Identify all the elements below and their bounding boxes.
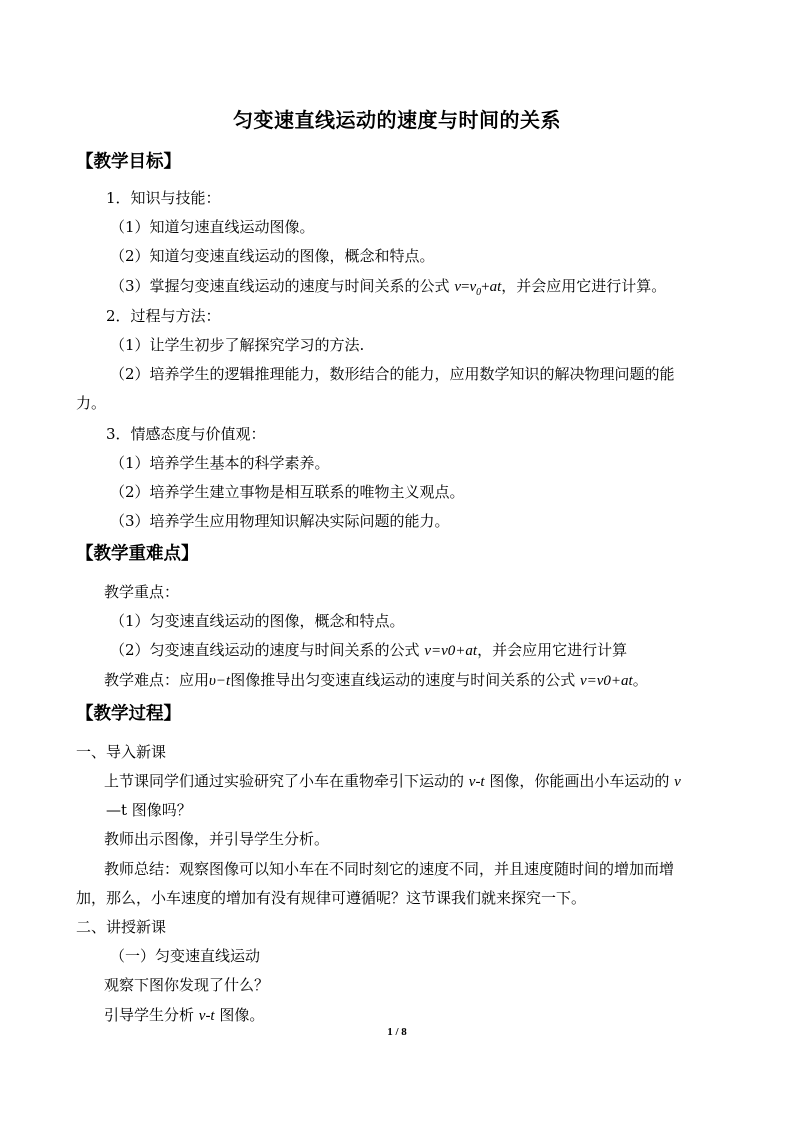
page-number: 1 / 8 [387, 1026, 407, 1038]
difficulty-line [104, 670, 648, 691]
process-new-c-end: 图像。 [214, 1006, 265, 1024]
process-intro-b: —t 图像吗？ [106, 801, 192, 819]
formula-v: v [454, 279, 461, 295]
formula-eq: = [461, 279, 470, 295]
process-intro-d1: 教师总结：观察图像可以知小车在不同时刻它的速度不同，并且速度随时间的增加而增 [104, 860, 675, 878]
formula-v0: v [469, 279, 477, 295]
focus-label: 教学重点： [104, 583, 180, 601]
process-intro-d2: 加，那么，小车速度的增加有没有规律可遵循呢？这节课我们就来探究一下。 [76, 889, 587, 907]
section-heading-keypoints: 【教学重难点】 [76, 544, 199, 564]
goal-process-1: （1）让学生初步了解探究学习的方法. [110, 336, 365, 354]
formula-at: at [489, 279, 502, 295]
focus-2-formula: v=v0+at [424, 643, 478, 659]
process-new-heading: 二、讲授新课 [76, 918, 167, 936]
difficulty-end: 。 [632, 671, 648, 689]
difficulty-symbol: υ−t [209, 673, 231, 689]
goal-process-2a: （2）培养学生的逻辑推理能力，数形结合的能力，应用数学知识的解决物理问题的能 [110, 365, 675, 383]
process-intro-a-mid: 图像，你能画出小车运动的 [484, 772, 675, 790]
difficulty-label: 教学难点：应用 [104, 671, 210, 689]
difficulty-formula: v=v0+at [579, 673, 633, 689]
formula-plus: + [481, 279, 490, 295]
section-heading-process: 【教学过程】 [76, 704, 181, 724]
goal-knowledge-heading: 1．知识与技能： [106, 189, 221, 207]
goal-attitude-2: （2）培养学生建立事物是相互联系的唯物主义观点。 [110, 483, 465, 501]
goal-process-heading: 2．过程与方法： [106, 307, 221, 325]
process-intro-heading: 一、导入新课 [76, 743, 167, 761]
process-new-b: 观察下图你发现了什么？ [104, 976, 270, 994]
goal-knowledge-3 [110, 276, 666, 303]
formula-sub0: 0 [476, 287, 482, 298]
process-intro-a-text: 上节课同学们通过实验研究了小车在重物牵引下运动的 [104, 772, 469, 790]
process-intro-c: 教师出示图像，并引导学生分析。 [104, 830, 330, 848]
page-title: 匀变速直线运动的速度与时间的关系 [233, 108, 561, 132]
goal-knowledge-2: （2）知道匀变速直线运动的图像，概念和特点。 [110, 247, 435, 265]
goal-process-2b: 力。 [76, 394, 107, 412]
process-intro-a [104, 771, 681, 792]
goal-attitude-heading: 3．情感态度与价值观： [106, 425, 266, 443]
goal-knowledge-3-end: ，并会应用它进行计算。 [501, 277, 667, 295]
process-new-c-text: 引导学生分析 [104, 1006, 199, 1024]
process-new-c [104, 1005, 264, 1026]
goal-attitude-1: （1）培养学生基本的科学素养。 [110, 454, 330, 472]
process-new-c-vt: v-t [198, 1008, 215, 1024]
process-new-a: （一）匀变速直线运动 [110, 947, 261, 965]
goal-knowledge-1: （1）知道匀速直线运动图像。 [110, 218, 315, 236]
section-heading-goals: 【教学目标】 [76, 152, 181, 172]
difficulty-text: 图像推导出匀变速直线运动的速度与时间关系的公式 [230, 671, 580, 689]
goal-attitude-3: （3）培养学生应用物理知识解决实际问题的能力。 [110, 512, 450, 530]
focus-1: （1）匀变速直线运动的图像，概念和特点。 [110, 612, 405, 630]
focus-2 [110, 640, 627, 661]
process-intro-a-vt: v-t [468, 774, 485, 790]
goal-knowledge-3-text: （3）掌握匀变速直线运动的速度与时间关系的公式 [110, 277, 455, 295]
focus-2-end: ，并会应用它进行计算 [477, 641, 628, 659]
focus-2-text: （2）匀变速直线运动的速度与时间关系的公式 [110, 641, 425, 659]
process-intro-a-v: v [674, 774, 681, 790]
